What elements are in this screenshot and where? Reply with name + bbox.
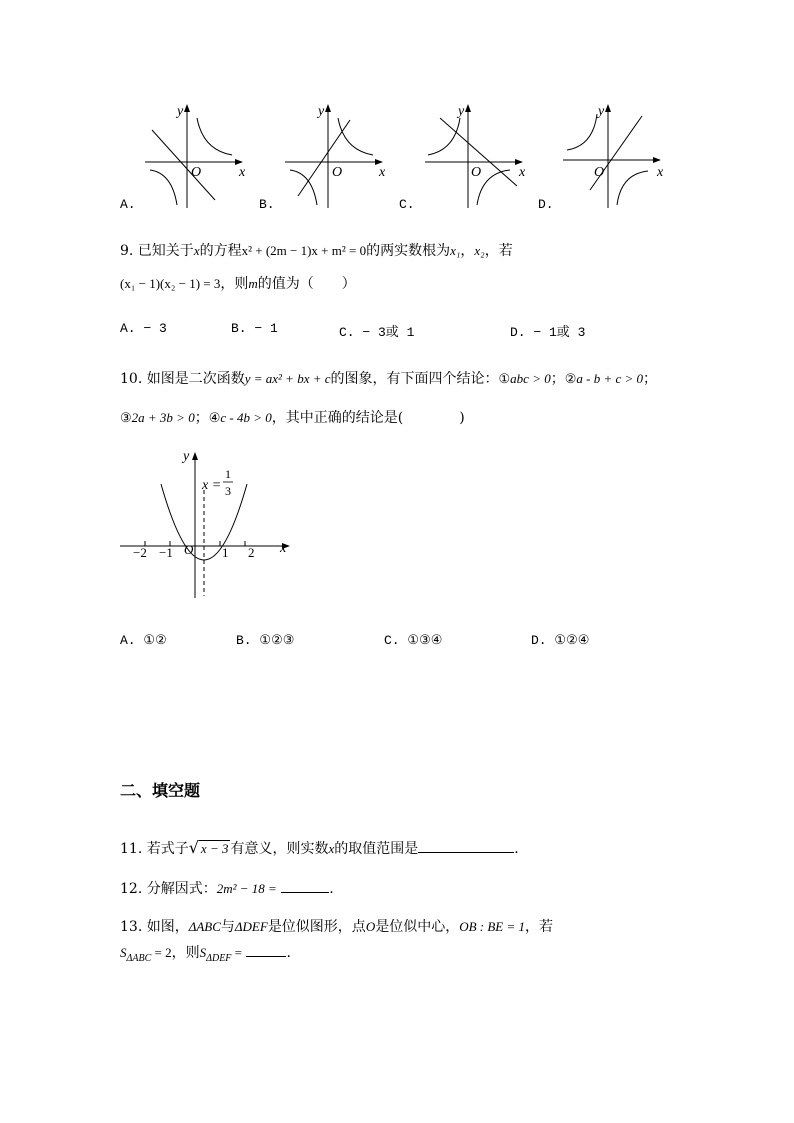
q13-triangle-abc: ΔABC [188, 919, 221, 934]
q10-sym-label: x = [202, 478, 222, 493]
q11-radicand: x − 3 [200, 841, 229, 856]
q8-d-x-label: x [657, 165, 664, 180]
q8-option-c-letter[interactable]: C. [399, 197, 415, 212]
q13-ratio: OB : BE = 1 [459, 919, 526, 934]
q10-conclusion-1-marker: ① [498, 372, 511, 387]
q11-number: 11. [120, 841, 143, 857]
q10-parabola-graph [110, 440, 310, 605]
q9-number: 9. [120, 243, 134, 259]
y-axis-arrow [465, 104, 471, 112]
q10-option-c[interactable] [384, 633, 442, 648]
q10-tick-label-1: 1 [222, 545, 229, 560]
q13-text-1: 如图， [146, 919, 189, 935]
hyperbola-branch-2 [617, 171, 648, 205]
q10-conclusion-1: abc > 0 [510, 371, 551, 386]
q10-conclusion-4: c - 4b > 0 [220, 410, 272, 425]
sqrt-icon: √ [188, 838, 199, 857]
q13-area-1-val: = 2 [151, 945, 172, 960]
q10-option-b-circles: ①②③ [259, 633, 295, 648]
q9-root-2: x₂ [474, 243, 485, 258]
q9-option-a[interactable]: A. − 3 [120, 321, 167, 336]
q8-option-d-letter[interactable]: D. [538, 197, 554, 212]
q13-triangle-def: ΔDEF [234, 919, 268, 934]
q9-sep: ， [460, 243, 475, 259]
q13-area-2: S [199, 945, 207, 960]
q10-sym-num: 1 [225, 467, 231, 481]
q10-option-c-letter: C. [384, 633, 400, 648]
q8-option-b-letter[interactable]: B. [259, 197, 275, 212]
q9-line-2 [120, 273, 356, 293]
q9-text-3: 的两实数根为 [366, 243, 451, 259]
q10-tick-label-2: 2 [248, 545, 255, 560]
q13-area-2-eq: = [231, 945, 243, 960]
q10-text-3: ，其中正确的结论是( ) [271, 410, 465, 426]
q10-sym-den: 3 [225, 484, 231, 498]
hyperbola-branch-1 [567, 114, 597, 150]
q11-end: . [514, 841, 519, 857]
q10-function: y = ax² + bx + c [244, 371, 331, 386]
q10-conclusion-2: a - b + c > 0 [576, 371, 644, 386]
q9-equation: x² + (2m − 1)x + m² = 0 [241, 243, 367, 258]
q8-c-x-label: x [519, 165, 526, 180]
q10-y-label: y [183, 449, 190, 464]
q8-a-origin: O [191, 165, 202, 180]
q8-graphs [0, 0, 794, 220]
q13-area-1-sub: ΔABC [126, 952, 152, 964]
q10-x-label: x [280, 541, 287, 556]
y-axis-arrow [605, 104, 611, 112]
q12-line [120, 878, 334, 898]
q13-line-2 [120, 942, 291, 964]
q13-end: . [286, 945, 291, 961]
y-axis-arrow [192, 452, 198, 460]
q8-b-y-label: y [318, 104, 325, 119]
line [298, 120, 350, 196]
q13-line-1 [120, 916, 553, 936]
q8-graph-c [425, 104, 523, 208]
q10-option-b-letter: B. [236, 633, 252, 648]
q10-number: 10. [120, 371, 143, 387]
q9-text-2: 的方程 [199, 243, 242, 259]
q10-line-1 [120, 368, 657, 388]
q10-option-d-circles: ①②④ [554, 633, 590, 648]
q9-option-d[interactable]: D. − 1或 3 [510, 325, 586, 340]
q11-var-x: x [328, 841, 335, 856]
q8-a-x-label: x [239, 165, 246, 180]
q11-answer-blank[interactable] [418, 840, 514, 853]
q8-d-y-label: y [598, 104, 605, 119]
hyperbola-branch-1 [428, 118, 460, 155]
q8-b-x-label: x [379, 165, 386, 180]
y-axis-arrow [325, 104, 331, 112]
q10-option-a-circles: ①② [143, 633, 167, 648]
q13-number: 13. [120, 919, 143, 935]
q13-text-3: 是位似图形，点 [267, 919, 366, 935]
q13-text-6: ，则 [171, 945, 200, 961]
q12-end: . [329, 881, 334, 897]
q9-var-m: m [248, 276, 258, 291]
q10-semi-1: ； [550, 371, 565, 387]
q10-conclusion-3-marker: ③ [120, 411, 132, 426]
q13-answer-blank[interactable] [246, 944, 286, 957]
q10-option-c-circles: ①③④ [407, 633, 443, 648]
q10-tick-label-neg2: −2 [133, 545, 147, 560]
q8-d-origin: O [594, 165, 605, 180]
q10-semi-2: ； [643, 371, 658, 387]
q9-condition: (x₁ − 1)(x₂ − 1) = 3 [120, 276, 221, 291]
q10-option-a[interactable] [120, 633, 167, 648]
q10-tick-label-neg1: −1 [159, 545, 173, 560]
q9-text-4: ，若 [484, 243, 513, 259]
q10-line-2 [120, 407, 465, 427]
q10-option-d[interactable] [531, 633, 589, 648]
q9-text-5: ，则 [220, 276, 249, 292]
q13-area-2-sub: ΔDEF [206, 952, 232, 964]
q10-conclusion-2-marker: ② [564, 372, 577, 387]
q11-line [120, 838, 519, 858]
q11-text-1: 若式子 [146, 841, 189, 857]
q13-text-2: 与 [220, 919, 235, 935]
q9-line-1 [120, 240, 513, 260]
q12-text-1: 分解因式： [146, 881, 217, 897]
q12-expr: 2m² − 18 = [216, 881, 277, 896]
q8-a-y-label: y [177, 104, 184, 119]
q9-root-1: x₁ [450, 243, 461, 258]
q9-text-6: 的值为（ ） [257, 276, 356, 292]
q9-var-x: x [193, 243, 200, 258]
q13-point-o: O [365, 919, 376, 934]
q13-area-1: S [120, 945, 127, 960]
q9-option-b[interactable]: B. − 1 [231, 321, 278, 336]
q9-option-c[interactable]: C. − 3或 1 [339, 325, 415, 340]
hyperbola-branch-1 [338, 118, 373, 155]
y-axis-arrow [184, 104, 190, 112]
q9-text-1: 已知关于 [137, 243, 194, 259]
q12-number: 12. [120, 881, 143, 897]
q12-answer-blank[interactable] [281, 880, 329, 893]
q10-conclusion-4-marker: ④ [208, 411, 221, 426]
q10-origin: O [184, 542, 194, 557]
q11-text-3: 的取值范围是 [334, 841, 419, 857]
q10-text-2: 的图象，有下面四个结论： [330, 371, 499, 387]
hyperbola-branch-2 [150, 170, 177, 205]
q10-conclusion-3: 2a + 3b > 0 [131, 410, 195, 425]
hyperbola-branch-1 [197, 118, 232, 155]
q13-text-5: ，若 [525, 919, 554, 935]
q10-text-1: 如图是二次函数 [146, 371, 245, 387]
q8-b-origin: O [332, 165, 343, 180]
q8-c-y-label: y [458, 104, 465, 119]
q8-option-a-letter[interactable]: A. [120, 197, 136, 212]
q10-semi-3: ； [194, 410, 209, 426]
section-2-heading: 二、填空题 [120, 781, 201, 800]
line [152, 130, 215, 200]
q13-text-4: 是位似中心， [375, 919, 460, 935]
q8-c-origin: O [471, 165, 482, 180]
q8-graph-d [563, 104, 661, 208]
q11-text-2: 有意义，则实数 [230, 841, 329, 857]
q8-graph-b [285, 104, 383, 208]
q10-option-a-letter: A. [120, 633, 136, 648]
q10-option-b[interactable] [236, 633, 294, 648]
q8-graph-a [145, 104, 243, 208]
q10-option-d-letter: D. [531, 633, 547, 648]
x-axis-arrow [653, 157, 661, 163]
